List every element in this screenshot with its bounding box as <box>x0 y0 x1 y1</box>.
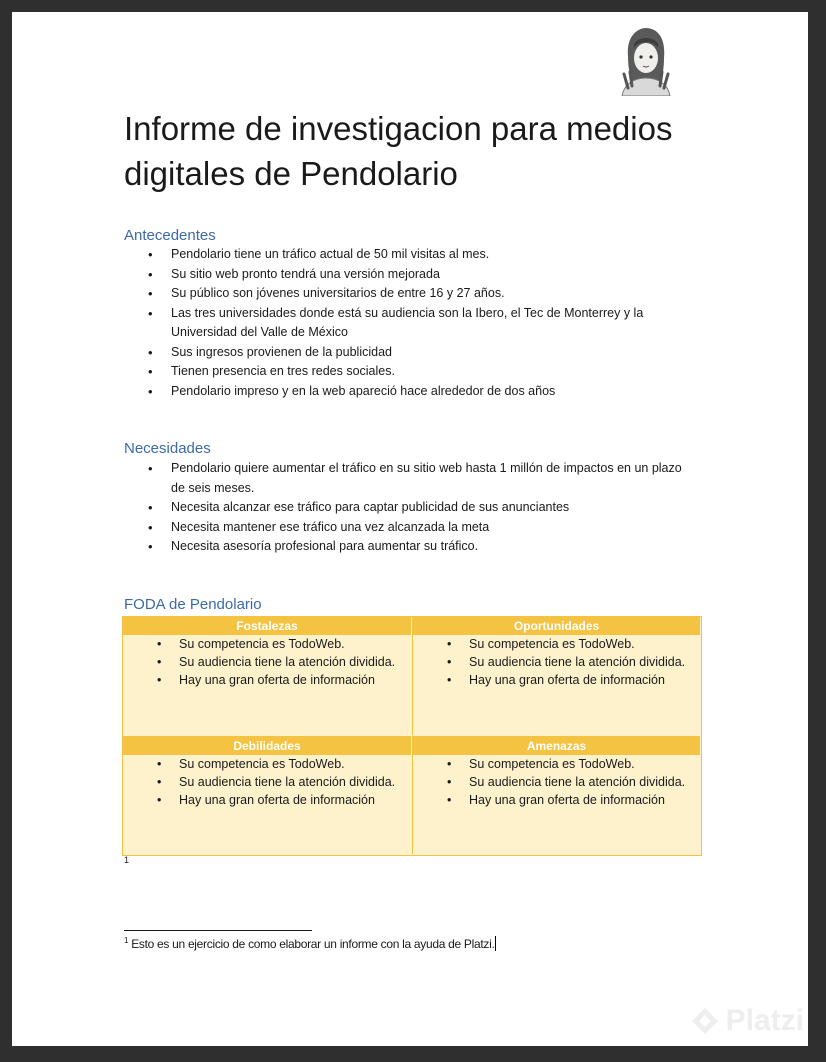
foda-cell-amenazas <box>412 736 700 854</box>
list-item: • Hay una gran oferta de información <box>413 671 700 689</box>
list-item: • Necesita mantener ese tráfico una vez alcanzada la meta <box>124 518 684 538</box>
list-item: • Su audiencia tiene la atención dividida. <box>413 773 700 791</box>
list-item: • Necesita asesoría profesional para aumentar su tráfico. <box>124 537 684 557</box>
watermark <box>690 1004 804 1038</box>
necesidades-list <box>124 459 684 557</box>
list-item: • Su competencia es TodoWeb. <box>413 755 700 773</box>
list-item: • Hay una gran oferta de información <box>123 791 411 809</box>
list-item: • Su público son jóvenes universitarios de entre 16 y 27 años. <box>124 284 684 304</box>
list-item: • Su audiencia tiene la atención dividida. <box>123 773 411 791</box>
text-cursor <box>495 936 496 951</box>
list-item: • Su competencia es TodoWeb. <box>123 635 411 653</box>
footnote-separator <box>124 930 312 931</box>
foda-cell-list <box>413 755 700 809</box>
watermark-text: Platzi <box>725 1004 804 1037</box>
foda-cell-title: Debilidades <box>123 737 411 755</box>
foda-cell-list <box>123 635 411 689</box>
foda-cell-oportunidades <box>412 617 700 735</box>
foda-cell-fortalezas <box>123 617 411 735</box>
list-item: • Su audiencia tiene la atención dividida. <box>413 653 700 671</box>
list-item: • Necesita alcanzar ese tráfico para captar publicidad de sus anunciantes <box>124 498 684 518</box>
section-heading-foda: FODA de Pendolario <box>124 596 262 613</box>
list-item: • Su competencia es TodoWeb. <box>413 635 700 653</box>
list-item: • Sus ingresos provienen de la publicidad <box>124 343 684 363</box>
list-item: • Hay una gran oferta de información <box>123 671 411 689</box>
document-page <box>12 12 808 1046</box>
foda-table <box>122 616 702 856</box>
list-item: • Pendolario quiere aumentar el tráfico en su sitio web hasta 1 millón de impactos en un plazo de seis meses. <box>124 459 684 498</box>
list-item: • Hay una gran oferta de información <box>413 791 700 809</box>
list-item: • Pendolario impreso y en la web apareció hace alrededor de dos años <box>124 382 684 402</box>
author-avatar-icon <box>614 26 678 96</box>
antecedentes-list <box>124 245 684 401</box>
footnote-marker: 1 <box>124 936 129 945</box>
list-item: • Pendolario tiene un tráfico actual de 50 mil visitas al mes. <box>124 245 684 265</box>
list-item: • Su audiencia tiene la atención dividida. <box>123 653 411 671</box>
footnote-text: Esto es un ejercicio de como elaborar un informe con la ayuda de Platzi. <box>131 937 495 951</box>
footnote-reference: 1 <box>124 855 130 865</box>
foda-cell-debilidades <box>123 736 411 854</box>
section-heading-necesidades: Necesidades <box>124 440 211 457</box>
list-item: • Su competencia es TodoWeb. <box>123 755 411 773</box>
foda-cell-list <box>123 755 411 809</box>
list-item: • Las tres universidades donde está su audiencia son la Ibero, el Tec de Monterrey y la Universidad del Valle de México <box>124 304 684 343</box>
document-title: Informe de investigacion para medios digitales de Pendolario <box>124 110 673 192</box>
list-item: • Su sitio web pronto tendrá una versión mejorada <box>124 265 684 285</box>
section-heading-antecedentes: Antecedentes <box>124 227 216 244</box>
platzi-logo-icon <box>690 1006 720 1036</box>
foda-cell-title: Oportunidades <box>413 617 700 635</box>
foda-cell-list <box>413 635 700 689</box>
footnote[interactable] <box>124 936 496 951</box>
foda-cell-title: Amenazas <box>413 737 700 755</box>
list-item: • Tienen presencia en tres redes sociales. <box>124 362 684 382</box>
foda-cell-title: Fostalezas <box>123 617 411 635</box>
